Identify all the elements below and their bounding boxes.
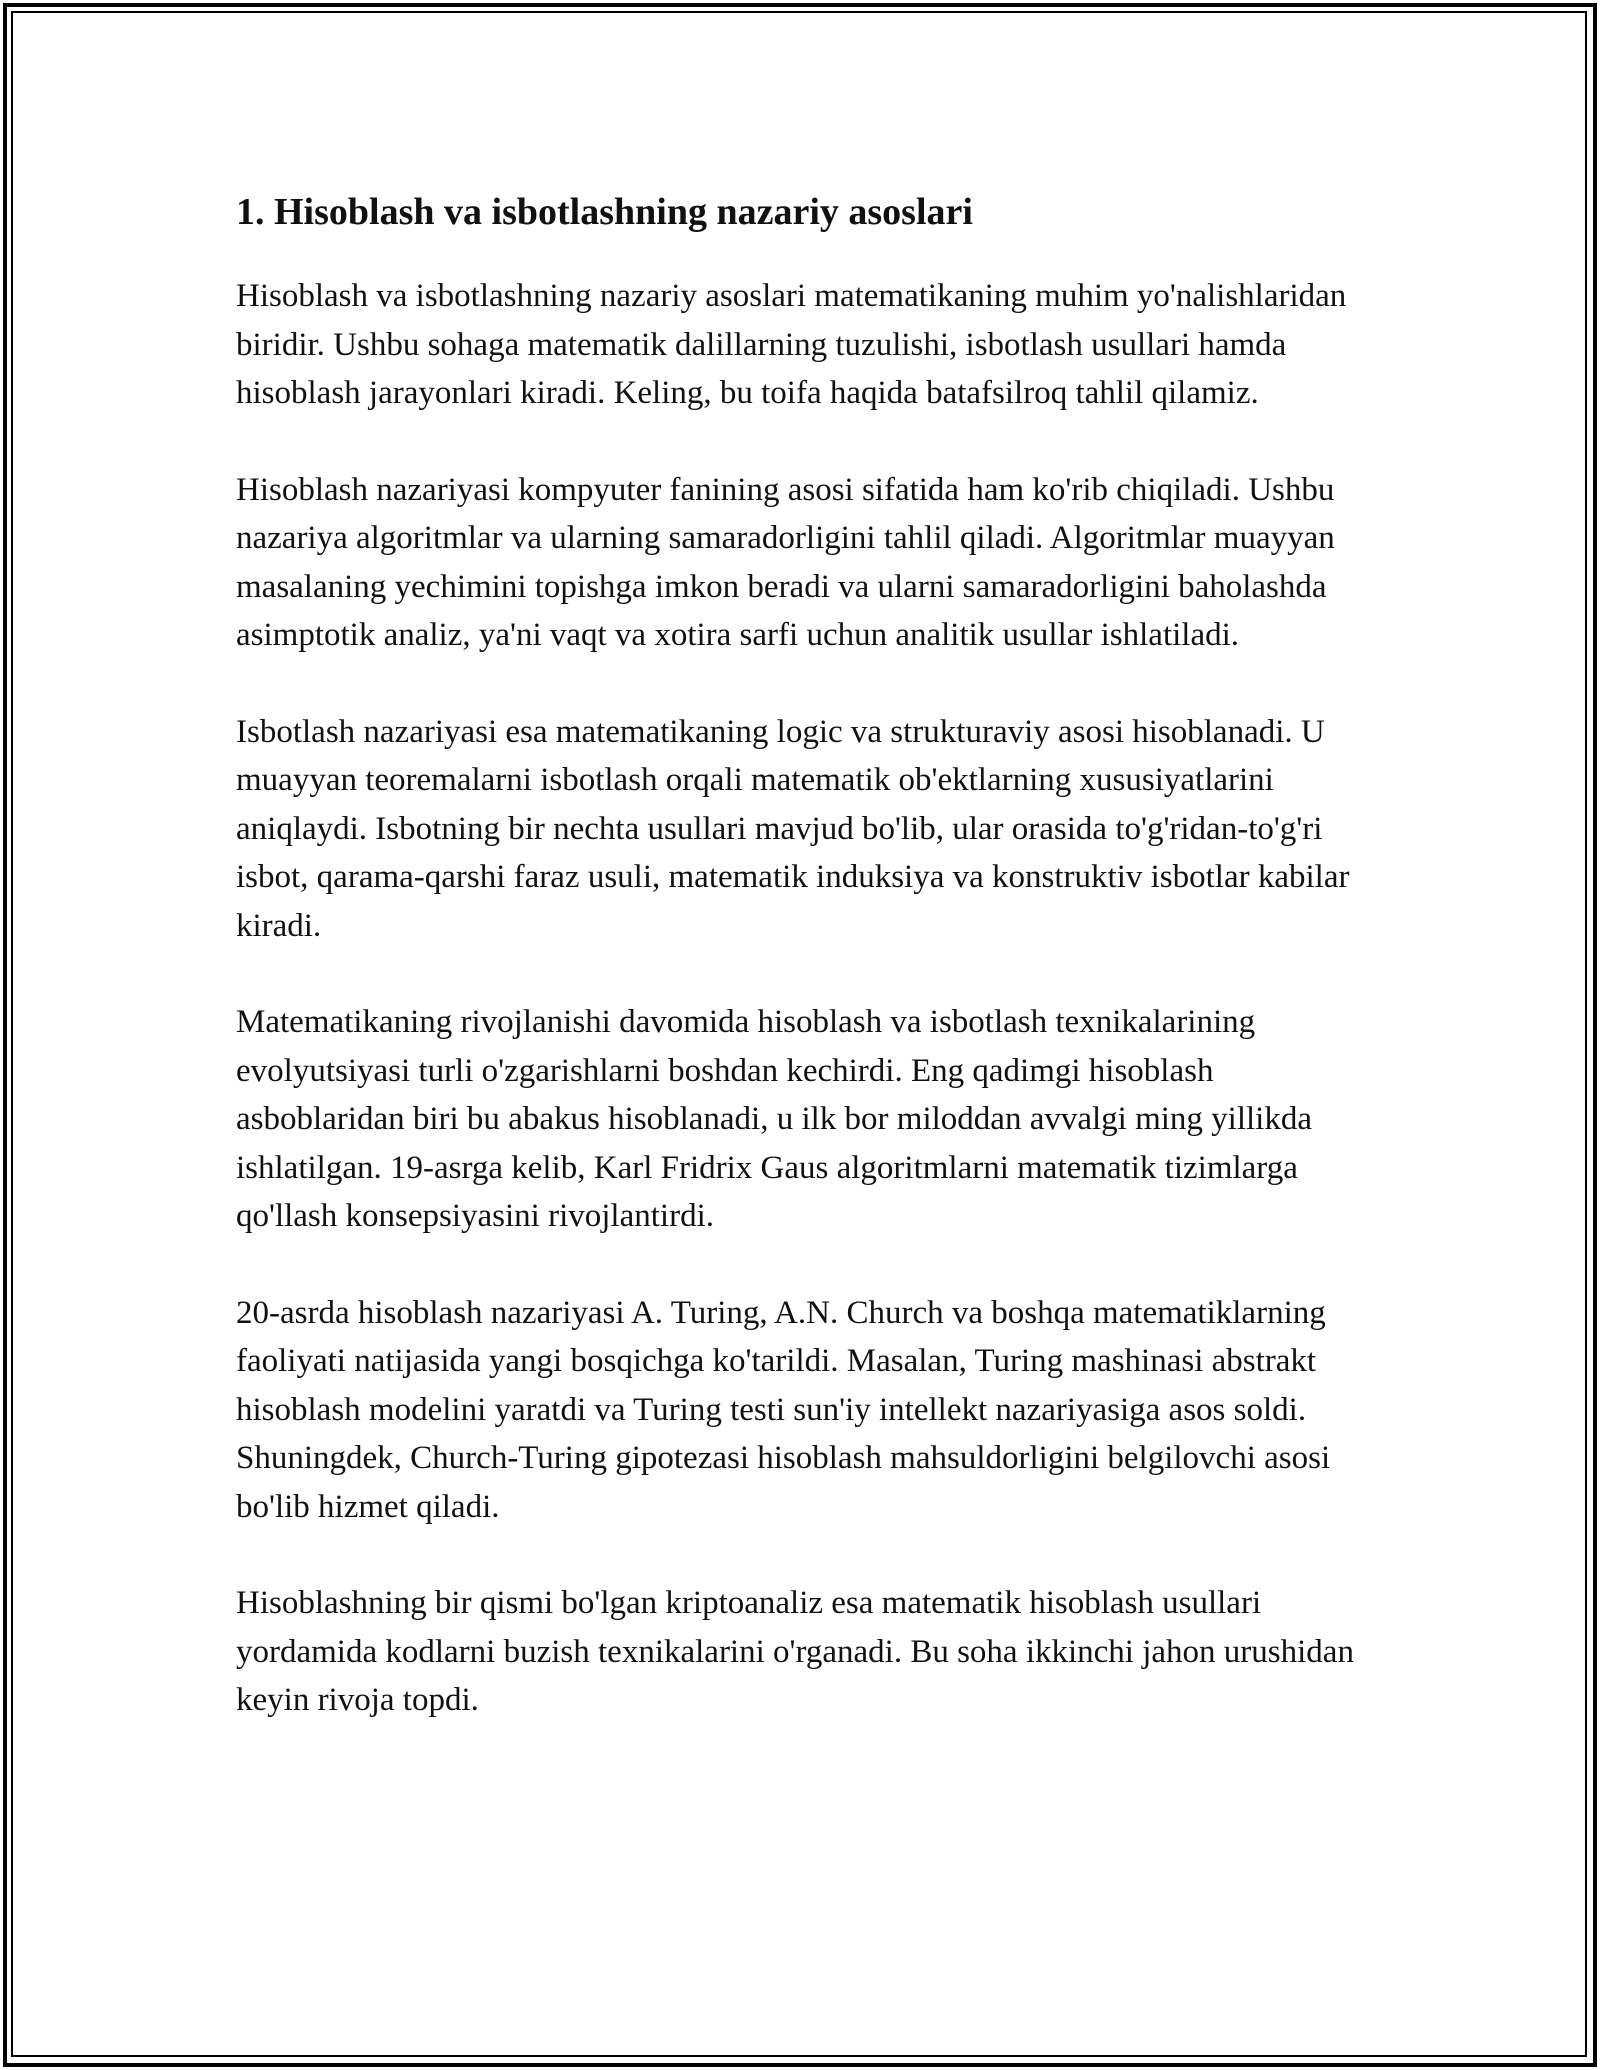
paragraph: Hisoblash va isbotlashning nazariy asoslari matematikaning muhim yo'nalishlaridan biridir. Ushbu sohaga matematik dalillarning tuzulishi, isbotlash usullari hamda hisoblash jarayonlari kiradi. Keling, bu toifa haqida batafsilroq tahlil qilamiz. bbox=[236, 278, 1347, 411]
paragraph: Hisoblash nazariyasi kompyuter fanining asosi sifatida ham ko'rib chiqiladi. Ushbu nazariya algoritmlar va ularning samaradorligini tahlil qiladi. Algoritmlar muayyan masalaning yechimini topishga imkon beradi va ularni samaradorligini baholashda asimptotik analiz, ya'ni vaqt va xotira sarfi uchun analitik usullar ishlatiladi. bbox=[236, 471, 1335, 653]
paragraph: Isbotlash nazariyasi esa matematikaning logic va strukturaviy asosi hisoblanadi. U muayyan teoremalarni isbotlash orqali matematik ob'ektlarning xususiyatlarini aniqlaydi. Isbotning bir nechta usullari mavjud bo'lib, ular orasida to'g'ridan-to'g'ri isbot, qarama-qarshi faraz usuli, matematik induksiya va konstruktiv isbotlar kabilar kiradi. bbox=[236, 713, 1350, 944]
paragraph: Hisoblashning bir qismi bo'lgan kriptoanaliz esa matematik hisoblash usullari yordamida kodlarni buzish texnikalarini o'rganadi. Bu soha ikkinchi jahon urushidan keyin rivoja topdi. bbox=[236, 1585, 1354, 1718]
paragraph: 20-asrda hisoblash nazariyasi A. Turing, A.N. Church va boshqa matematiklarning faoliyati natijasida yangi bosqichga ko'tarildi. Masalan, Turing mashinasi abstrakt hisoblash modelini yaratdi va Turing testi sun'iy intellekt nazariyasiga asos soldi. Shuningdek, Church-Turing gipotezasi hisoblash mahsuldorligini belgilovchi asosi bo'lib hizmet qiladi. bbox=[236, 1294, 1331, 1525]
document-body bbox=[236, 186, 1376, 1773]
section-heading: 1. Hisoblash va isbotlashning nazariy asoslari bbox=[236, 191, 973, 233]
paragraph: Matematikaning rivojlanishi davomida hisoblash va isbotlash texnikalarining evolyutsiyasi turli o'zgarishlarni boshdan kechirdi. Eng qadimgi hisoblash asboblaridan biri bu abakus hisoblanadi, u ilk bor miloddan avvalgi ming yillikda ishlatilgan. 19-asrga kelib, Karl Fridrix Gaus algoritmlarni matematik tizimlarga qo'llash konsepsiyasini rivojlantirdi. bbox=[236, 1004, 1312, 1234]
